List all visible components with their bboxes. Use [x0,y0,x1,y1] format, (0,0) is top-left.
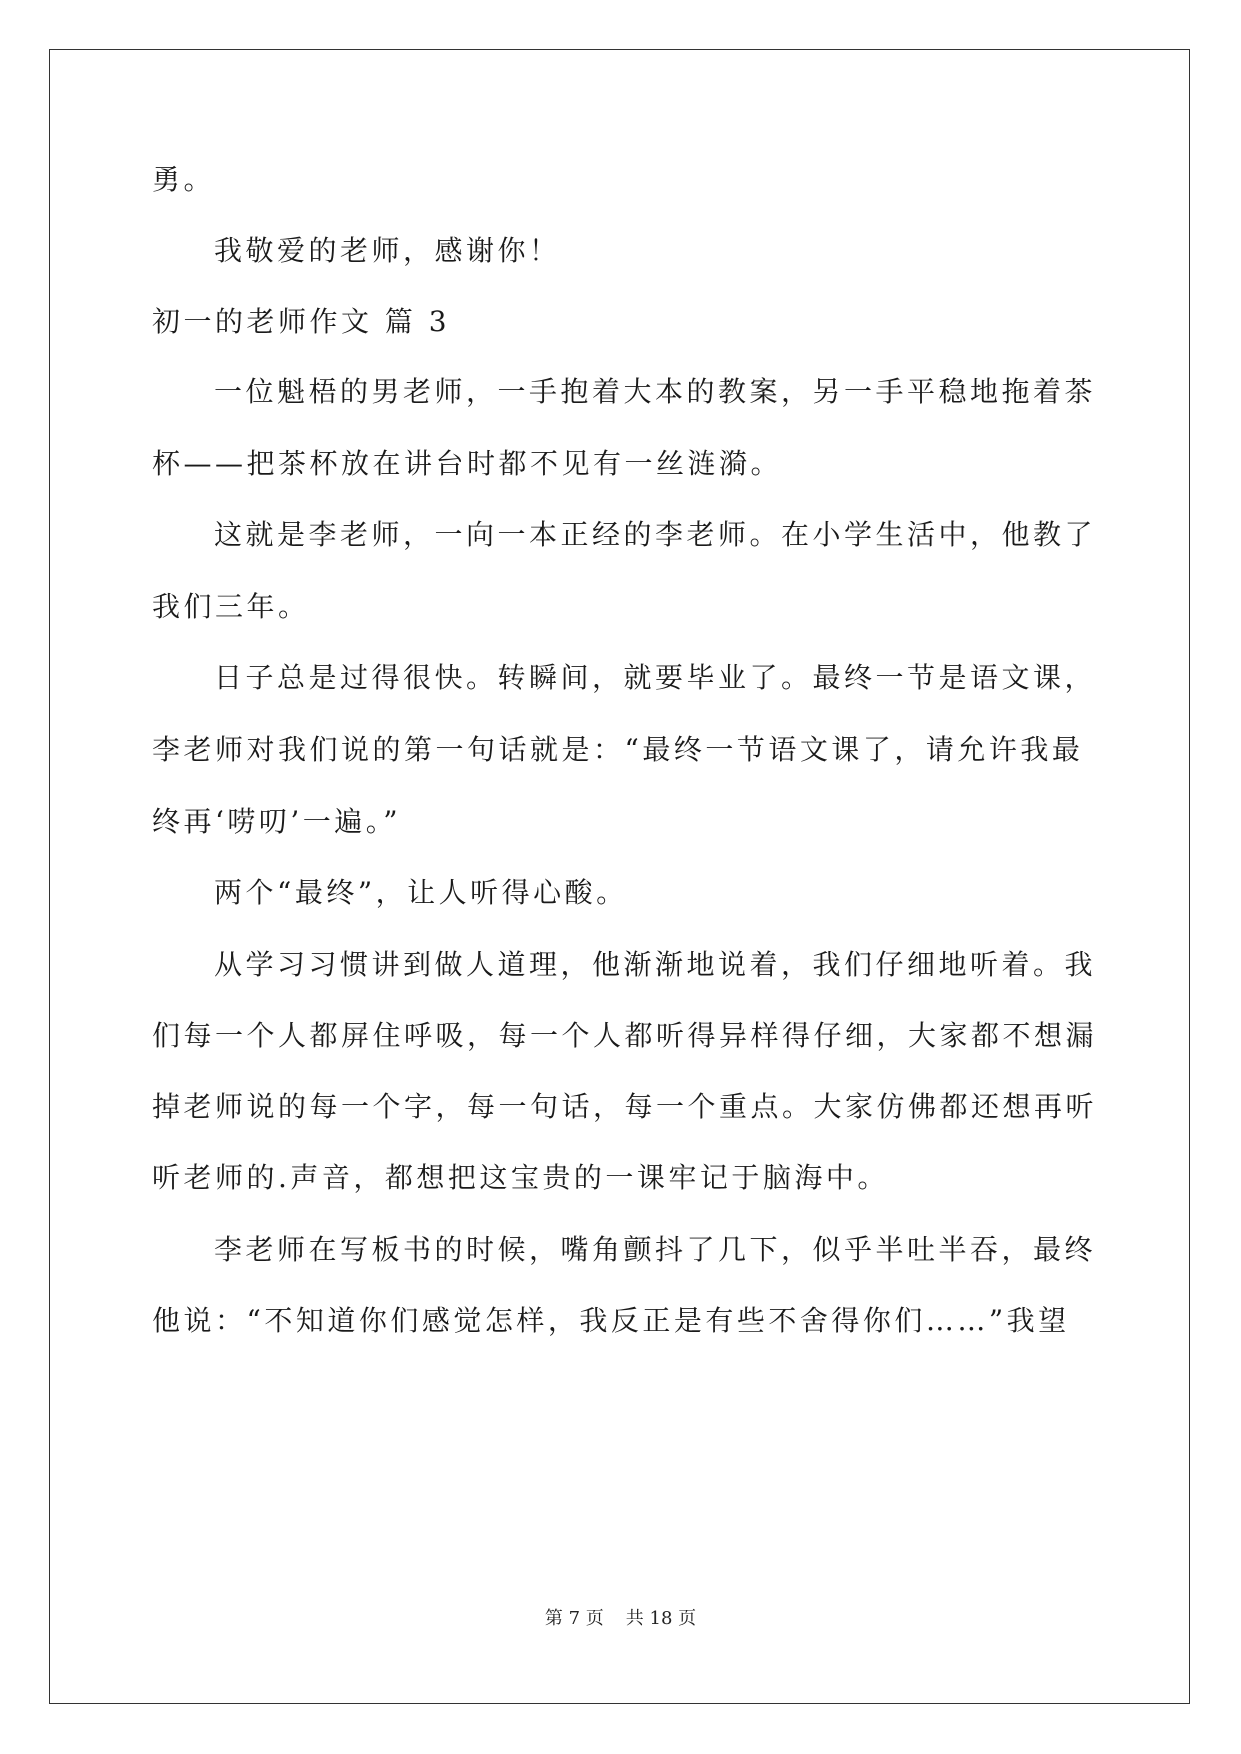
text-line: 勇。 [152,163,216,196]
text-line: 这就是李老师，一向一本正经的李老师。在小学生活中，他教了 [214,518,1097,551]
text-line: 他说：“不知道你们感觉怎样，我反正是有些不舍得你们……”我望 [152,1304,1070,1337]
text-line: 杯——把茶杯放在讲台时都不见有一丝涟漪。 [152,447,783,480]
section-heading: 初一的老师作文 篇 3 [152,305,451,338]
text-line: 李老师对我们说的第一句话就是：“最终一节语文课了，请允许我最 [152,733,1084,766]
text-line: 我敬爱的老师，感谢你！ [214,234,561,267]
text-line: 掉老师说的每一个字，每一句话，每一个重点。大家仿佛都还想再听 [152,1090,1098,1123]
text-line: 我们三年。 [152,590,310,623]
text-line: 李老师在写板书的时候，嘴角颤抖了几下，似乎半吐半吞，最终 [214,1233,1097,1266]
text-line: 日子总是过得很快。转瞬间，就要毕业了。最终一节是语文课， [214,661,1097,694]
text-line: 两个“最终”，让人听得心酸。 [214,876,628,909]
text-line: 从学习习惯讲到做人道理，他渐渐地说着，我们仔细地听着。我 [214,948,1097,981]
text-line: 一位魁梧的男老师，一手抱着大本的教案，另一手平稳地拖着茶 [214,375,1097,408]
text-line: 终再‘唠叨’一遍。” [152,805,402,838]
text-line: 听老师的.声音，都想把这宝贵的一课牢记于脑海中。 [152,1161,889,1194]
page-footer [0,1607,1241,1631]
page-total: 共 18 页 [625,1608,697,1629]
page-number: 第 7 页 [544,1608,604,1629]
text-line: 们每一个人都屏住呼吸，每一个人都听得异样得仔细，大家都不想漏 [152,1019,1098,1052]
